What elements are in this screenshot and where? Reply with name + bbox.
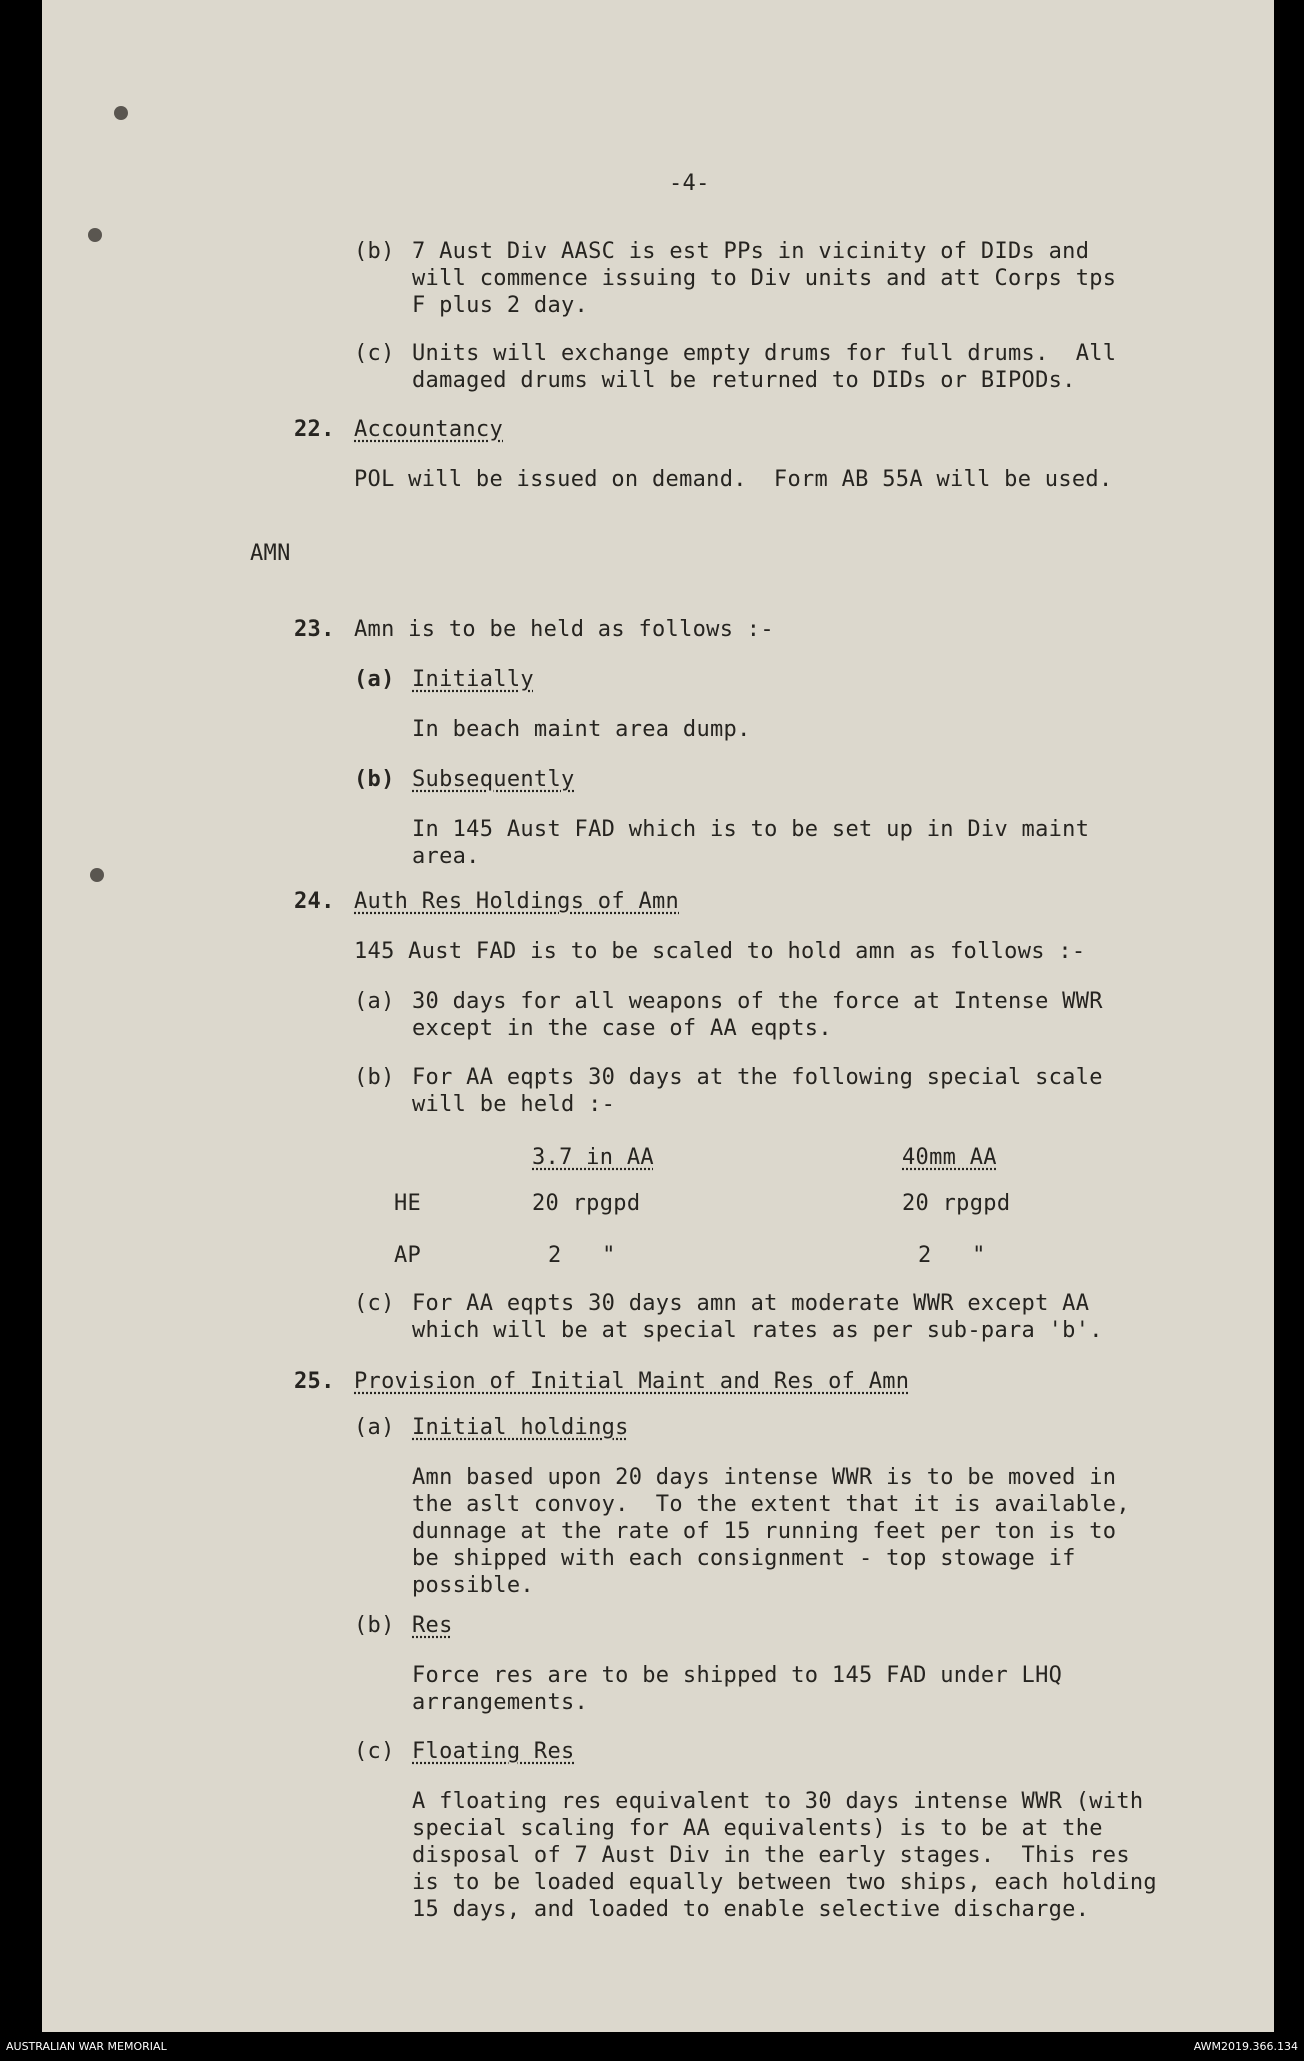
para24-c-label: (c) [354, 1291, 395, 1316]
para25-number: 25. [294, 1369, 335, 1394]
para23-a-heading: Initially [412, 667, 534, 692]
punch-hole [88, 228, 102, 242]
para22-number: 22. [294, 417, 335, 442]
para21-b-label: (b) [354, 239, 395, 264]
footer-credit: AUSTRALIAN WAR MEMORIAL [6, 2040, 167, 2053]
para23-text: Amn is to be held as follows :- [354, 617, 774, 642]
table-cell: 2 " [918, 1243, 986, 1268]
page-number: -4- [669, 171, 710, 196]
para23-b-heading: Subsequently [412, 767, 575, 792]
para24-intro: 145 Aust FAD is to be scaled to hold amn as follows :- [354, 939, 1086, 964]
punch-hole [90, 868, 104, 882]
para23-b-text: In 145 Aust FAD which is to be set up in Div maint area. [412, 817, 1090, 869]
para25-c-heading: Floating Res [412, 1739, 575, 1764]
para24-c-text: For AA eqpts 30 days amn at moderate WWR except AA which will be at special rates as per sub-para 'b'. [412, 1291, 1103, 1343]
para25-b-heading: Res [412, 1613, 453, 1638]
para24-b-label: (b) [354, 1065, 395, 1090]
table-col2-header: 40mm AA [902, 1145, 997, 1170]
document-page [42, 0, 1274, 2032]
para23-a-text: In beach maint area dump. [412, 717, 751, 742]
para25-heading: Provision of Initial Maint and Res of Amn [354, 1369, 910, 1394]
section-heading: AMN [250, 541, 291, 566]
para24-b-text: For AA eqpts 30 days at the following special scale will be held :- [412, 1065, 1103, 1117]
punch-hole [114, 106, 128, 120]
table-col1-header: 3.7 in AA [532, 1145, 654, 1170]
para21-c-text: Units will exchange empty drums for full drums. All damaged drums will be returned to DIDs or BIPODs. [412, 341, 1117, 393]
para25-a-label: (a) [354, 1415, 395, 1440]
para24-heading: Auth Res Holdings of Amn [354, 889, 680, 914]
para24-a-text: 30 days for all weapons of the force at Intense WWR except in the case of AA eqpts. [412, 989, 1103, 1041]
para25-a-heading: Initial holdings [412, 1415, 629, 1440]
para25-c-text: A floating res equivalent to 30 days intense WWR (with special scaling for AA equivalents) is to be at the disposal of 7 Aust Div in the early stages. This res is to be loaded equally between two ships, each holding 15 days, and loaded to enable selective discharge. [412, 1789, 1157, 1922]
para21-c-label: (c) [354, 341, 395, 366]
para25-a-text: Amn based upon 20 days intense WWR is to be moved in the aslt convoy. To the extent that it is available, dunnage at the rate of 15 running feet per ton is to be shipped with each consignment - top stowage if possible. [412, 1465, 1130, 1598]
para22-heading: Accountancy [354, 417, 503, 442]
para23-a-label: (a) [354, 667, 395, 692]
para23-number: 23. [294, 617, 335, 642]
table-row-label: AP [394, 1243, 422, 1268]
para25-c-label: (c) [354, 1739, 395, 1764]
para21-b-text: 7 Aust Div AASC is est PPs in vicinity of DIDs and will commence issuing to Div units and att Corps tps F plus 2 day. [412, 239, 1117, 318]
table-cell: 20 rpgpd [532, 1191, 641, 1216]
table-cell: 20 rpgpd [902, 1191, 1011, 1216]
table-row-label: HE [394, 1191, 422, 1216]
table-cell: 2 " [548, 1243, 616, 1268]
footer-reference: AWM2019.366.134 [1193, 2040, 1298, 2053]
para25-b-text: Force res are to be shipped to 145 FAD under LHQ arrangements. [412, 1663, 1063, 1715]
para24-a-label: (a) [354, 989, 395, 1014]
para24-number: 24. [294, 889, 335, 914]
para25-b-label: (b) [354, 1613, 395, 1638]
para22-text: POL will be issued on demand. Form AB 55A will be used. [354, 467, 1113, 492]
para23-b-label: (b) [354, 767, 395, 792]
